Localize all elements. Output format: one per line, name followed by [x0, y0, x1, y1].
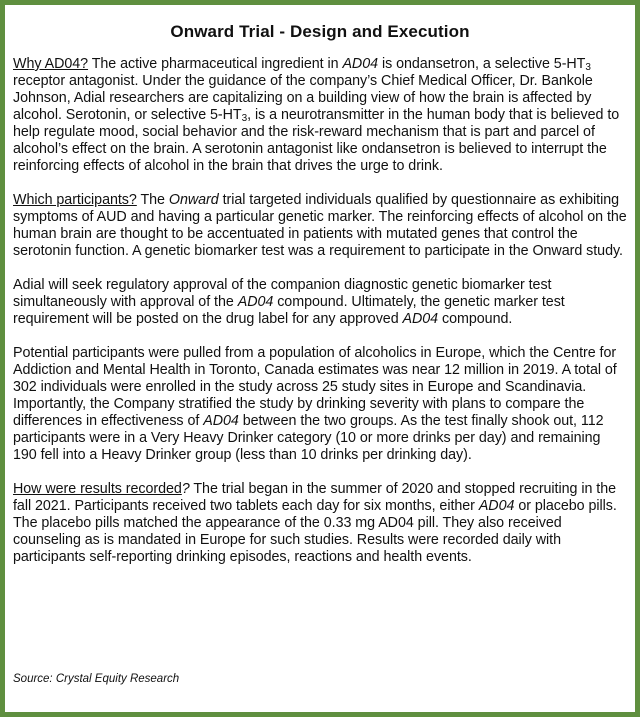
section-approval: Adial will seek regulatory approval of the companion diagnostic genetic biomarker test simultaneously with approval of the AD04 compound. Ultimately, the genetic marker test requirement will be posted on the drug label for any approved AD04 compound. — [13, 277, 565, 327]
page-title: Onward Trial - Design and Execution — [170, 22, 470, 41]
section-participants-heading: Which participants? — [13, 192, 137, 208]
section-why: Why AD04? The active pharmaceutical ingredient in AD04 is ondansetron, a selective $5-HT_3$ receptor antagonist. Under the guidance of the company’s Chief Medical Officer, Dr. Bankole Johnson, Adial researchers are capitalizing on a building view of how the brain is affected by alcohol. Serotonin, or selective $5-HT_3$, is a neurotransmitter in the human body that is believed to help regulate mood, social behavior and the risk-reward mechanism that is part and parcel of alcohol’s effect on the brain. A serotonin antagonist like ondansetron is believed to interrupt the reinforcing effects of alcohol in the brain that drives the urge to drink. — [13, 56, 620, 174]
section-why-heading: Why AD04? — [13, 56, 89, 72]
section-results: How were results recorded? The trial began in the summer of 2020 and stopped recruiting in the fall 2021. Participants received two tablets each day for six months, either AD04 or placebo pills. The placebo pills matched the appearance of the 0.33 mg AD04 pill. They also received counseling as is mandated in Europe for such studies. Results were recorded daily with participants self-reporting drinking episodes, reactions and health events. — [13, 481, 617, 565]
section-results-heading: How were results recorded — [13, 481, 182, 497]
source-citation: Source: Crystal Equity Research — [13, 673, 180, 685]
section-population: Potential participants were pulled from a population of alcoholics in Europe, which the Centre for Addiction and Mental Health in Toronto, Canada estimates was near 12 million in 2019. A total of 302 individuals were enrolled in the study across 25 study sites in Europe and Scandinavia. Importantly, the Company stratified the study by drinking severity with plans to compare the differences in effectiveness of AD04 between the two groups. As the test finally shook out, 112 participants were in a Very Heavy Drinker category (10 or more drinks per day) and remaining 190 fell into a Heavy Drinker group (less than 10 drinks per drinking day). — [13, 345, 617, 463]
section-participants: Which participants? The Onward trial targeted individuals qualified by questionnaire as exhibiting symptoms of AUD and having a particular genetic marker. The reinforcing effects of alcohol on the human brain are thought to be accentuated in patients with mutated genes that control the serotonin function. A genetic biomarker test was a requirement to participate in the Onward study. — [13, 192, 627, 259]
document-body — [13, 13, 627, 583]
